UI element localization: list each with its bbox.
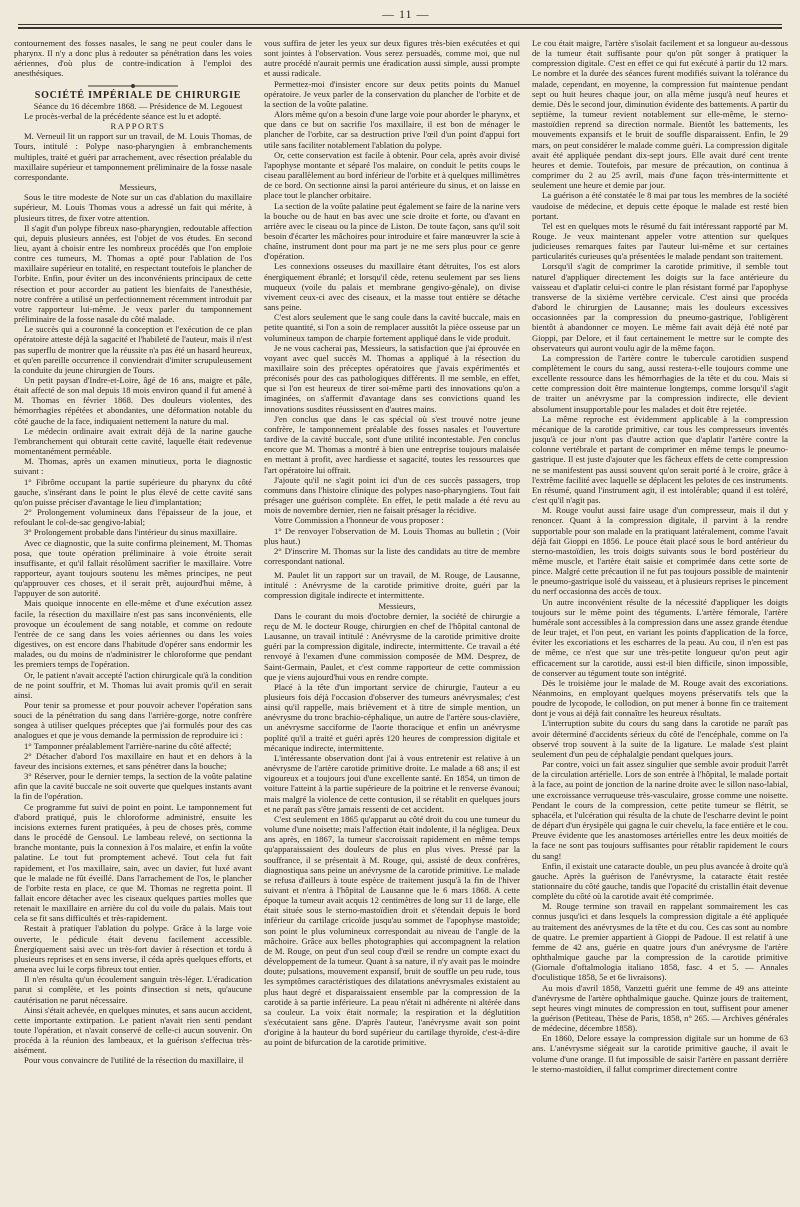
- paragraph: 1° Tamponner préalablement l'arrière-narine du côté affecté;: [24, 740, 232, 751]
- salutation: Messieurs,: [378, 600, 416, 611]
- paragraph: La même reproche est évidemment applicable à la compression mécanique de la carotide primitive, car tous les compresseurs inventés jusqu'à ce jour n'ont pas d'autre action que d'aplatir l'artère contre la colonne vertébrale et partant de comprimer en même temps le pneumo-gastrique. Il est juste d'ajouter que les fâcheux effets de cette compression ne se manifestent pas aussi souvent qu'on serait porté à le croire, grâce à l'extrême facilité avec laquelle se déplacent les pelotes de ces instruments. En résumé, quand l'instrument agit, il est intolérable; quand il est toléré, c'est qu'il n'agit pas.: [532, 413, 788, 506]
- paragraph: La compression de l'artère contre le tubercule carotidien suspend complètement le cours du sang, aussi restera-t-elle toujours comme une excellente ressource dans les hémorrhagies de la tête et du cou. Mais si cette compression doit être maintenue longtemps, comme lorsqu'il s'agit de traiter un anévrysme par la compression indirecte, elle devient absolument insupportable pour les malades et doit être rejetée.: [532, 352, 788, 414]
- paragraph: L'intéressante observation dont j'ai à vous entretenir est relative à un anévrysme de l'artère carotide primitive droite. Le malade a 68 ans; il est vigoureux et a toujours joui d'une excellente santé. En 1854, un timon de voiture l'atteint à la partie supérieure de la poitrine et le renverse évanoui; mais malgré la violence de cette contusion, il se rétablit en quelques jours et ne paraît pas s'être jamais ressenti de cet accident.: [264, 752, 520, 814]
- paragraph: Lorsqu'il s'agit de comprimer la carotide primitive, il semble tout naturel d'appliquer directement les doigts sur la face antérieure du vaisseau et d'aplatir celui-ci contre le plan résistant formé par l'apophyse transverse de la sixième vertèbre cervicale. C'est ainsi que procéda d'abord le chirurgien de Lausanne; mais les douleurs excessives occasionnées par la compression du pneumo-gastrique, l'obligèrent bientôt à abandonner ce moyen. Le même fait avait déjà été noté par Gioppi, par Delore, et il faut certainement le mettre sur le compte des observateurs qui auront voulu agir de la même façon.: [532, 261, 788, 353]
- paragraph: 3° Prolongement probable dans l'intérieur du sinus maxillaire.: [24, 527, 238, 538]
- paragraph: Alors même qu'on a besoin d'une large voie pour aborder le pharynx, et que dans ce but on sacrifie l'os maxillaire, il est bon de ménager le plancher de l'orbite, car sa destruction prive l'œil d'un point d'appui fort utile sans faciliter notablement l'ablation du polype.: [264, 109, 520, 150]
- header-rule-thick: [18, 27, 782, 29]
- column-right: [532, 38, 788, 1198]
- paragraph: Or, le patient n'avait accepté l'action chirurgicale qu'à la condition de ne point souffrir, et M. Thomas lui avait promis qu'il en serait ainsi.: [14, 669, 252, 700]
- paragraph: Un petit paysan d'Indre-et-Loire, âgé de 16 ans, maigre et pâle, était affecté de son mal depuis 18 mois environ quand il fut amené à M. Thomas en février 1868. Des douleurs violentes, des hémorrhagies répétées et abondantes, une déformation notable du côté gauche de la face, indiquaient nettement la nature du mal.: [14, 375, 252, 426]
- paragraph: Restait à pratiquer l'ablation du polype. Grâce à la large voie ouverte, le pédicule était devenu facilement accessible. Énergiquement saisi avec un très-fort davier à résection et tordu à plusieurs reprises et en sens inverse, il céda après quelques efforts, et amena avec lui le corps fibreux tout entier.: [14, 923, 252, 975]
- paragraph: Il s'agit d'un polype fibreux naso-pharyngien, redoutable affection qui, depuis plusieurs années, est l'objet de vos études. En second lieu, ayant à choisir entre les nombreux procédés que l'on emploie contre ces tumeurs, M. Thomas a opté pour l'ablation de l'os maxillaire supérieur en totalité, en respectant toutefois le plancher de l'orbite. Enfin, pour éviter un des inconvénients principaux de cette résection et pour accorder au patient les bienfaits de l'anesthésie, notre confrère a utilisé un perfectionnement récemment introduit par votre rapporteur lui-même. Je veux parler du tamponnement préliminaire de la fosse nasale du côté malade.: [14, 222, 252, 325]
- page-number: — 11 —: [382, 7, 430, 21]
- paragraph: Il n'en résulta qu'un écoulement sanguin très-léger. L'éradication parut si complète, et les points d'insection si nets, qu'aucune cautérisation ne parut nécessaire.: [14, 974, 252, 1005]
- paragraph: C'est alors seulement que le sang coule dans la cavité buccale, mais en petite quantité, si l'on a soin de remplacer aussitôt la pièce osseuse par un volumineux tampon de charpie fortement appliqué dans le vide produit.: [264, 312, 520, 343]
- paragraph: Or, cette conservation est facile à obtenir. Pour cela, après avoir divisé l'apophyse montante et séparé l'os malaire, on conduit le petits coups le ciseau parallèlement au bord inférieur de l'orbite et à quelques millimètres de ce bord. On sectionne ainsi la paroi antérieure du sinus, et on laisse en place tout le plancher orbitaire.: [264, 149, 520, 201]
- column-middle: [264, 38, 520, 1198]
- paragraph: Votre Commission a l'honneur de vous proposer :: [274, 515, 444, 526]
- paragraph: Je ne vous cacherai pas, Messieurs, la satisfaction que j'ai éprouvée en voyant avec quel succès M. Thomas a appliqué à la résection du maxillaire soin des préceptes opératoires que j'avais expérimentés et préconisés pour des cas pathologiques différents. Il me semble, en effet, que si l'on est heureux de tirer soi-même parti des innovations qu'on a imaginées, on s'affermit d'avantage dans ses convictions quand les innovations susdites réussissent en d'autres mains.: [264, 342, 520, 414]
- paragraph: Ce programme fut suivi de point en point. Le tamponnement fut d'abord pratiqué, puis le chloroforme administré, ensuite les incisions externes furent pratiquées, à peu de choses près, comme dans le procédé de Gensoul. Le lambeau relevé, on sectionna la branche montante, puis la connexion à l'os malaire, et enfin la voûte palatine. Le tout fut promptement achevé. Tout cela fut fait rapidement, et l'os maxillaire, sain, avec un davier, fut luxé avant que le malade ne fût éveillé. Dans l'arrachement de l'os, le plancher de l'orbite resta en place, ce que M. Thomas ne regretta point. Il fallait encore détacher avec les ciseaux quelques parties molles que retenait le maxillaire en arrière du col du voile du palais. Mais tout cela se fit sans difficultés et très-rapidement.: [14, 801, 252, 924]
- paragraph: En 1860, Delore essaye la compression digitale sur un homme de 63 ans. L'anévrysme siégeait sur la carotide primitive gauche, il avait le volume d'une orange. Il fut impossible de saisir l'artère en passant derrière le sterno-mastoïdien, il fallut comprimer directement contre: [532, 1033, 788, 1074]
- subheading: RAPPORTS: [110, 121, 166, 132]
- paragraph: Le médecin ordinaire avait extrait déjà de la narine gauche l'embranchement qui obturait cette cavité, laquelle était redevenue momentanément perméable.: [14, 425, 252, 457]
- column-left: [14, 38, 252, 1198]
- paragraph: Les connexions osseuses du maxillaire étant détruites, l'os est alors énergiquement ébranlé; et lorsqu'il cède, retenu seulement par ses liens muqueux (voile du palais et membrane gengivo-génale), on divise vivement ceux-ci avec des ciseaux, et la masse tout entière se détache sans peine.: [264, 261, 520, 313]
- paragraph: Au mois d'avril 1858, Vanzetti guérit une femme de 49 ans atteinte d'anévrysme de l'artère ophthalmique gauche. Quinze jours de traitement, sept heures vingt minutes de compression en tout, suffisent pour amener la guérison (Petiteau, Thèse de Paris, 1858, n° 265. — Archives générales de médecine, décembre 1858).: [532, 982, 788, 1034]
- paragraph: vous suffira de jeter les yeux sur deux figures très-bien exécutées et qui sont jointes à l'observation. Vous serez persuadés, comme moi, que nul autre procédé n'aurait permis une éradication aussi simple, aussi prompte et aussi radicale.: [264, 38, 520, 79]
- paragraph: L'interruption subite du cours du sang dans la carotide ne paraît pas avoir déterminé d'accidents sérieux du côté de l'encéphale, comme on l'a observé trop souvent à la suite de la ligature. Le malade s'est plaint seulement d'un peu de céphalalgie pendant quelques jours.: [532, 718, 788, 759]
- paragraph: Dès le troisième jour le malade de M. Rouge avait des excoriations. Néanmoins, en employant quelques moyens préservatifs tels que la poudre de lycopode, le collodion, on put mener à bonne fin ce traitement dont je vous ai déjà fait connaître les heureux résultats.: [532, 677, 788, 719]
- paragraph: Sous le titre modeste de Note sur un cas d'ablation du maxillaire supérieur, M. Louis Thomas vous a adressé un fait qui mérite, à plusieurs titres, de fixer votre attention.: [14, 192, 252, 223]
- paragraph: La section de la voûte palatine peut également se faire de la narine vers la bouche ou de haut en bas avec une scie droite et forte, ou d'avant en arrière avec le ciseau ou la pince de Liston. De toute façon, sans qu'il soit besoin d'écarter les mâchoires pour introduire et faire manœuvrer la scie à chaîne, instrument dont pour ma part je ne me sers plus pour ce genre d'opération.: [264, 200, 520, 262]
- paragraph: 1° De renvoyer l'observation de M. Louis Thomas au bulletin ; (Voir plus haut.): [264, 525, 520, 546]
- paragraph: M. Thomas, après un examen minutieux, porta le diagnostic suivant :: [14, 456, 252, 477]
- paragraph: La guérison a été constatée le 8 mai par tous les membres de la société vaudoise de médecine, et depuis cette époque le malade est resté bien portant.: [532, 190, 788, 221]
- paragraph: Pour vous convaincre de l'utilité de la résection du maxillaire, il: [24, 1055, 244, 1066]
- session-line: Séance du 16 décembre 1868. — Présidence de M. Legouest: [33, 100, 243, 111]
- paragraph: Permettez-moi d'insister encore sur deux petits points du Manuel opératoire. Je veux parler de la conservation du plancher de l'orbite et de la section de la voûte palatine.: [264, 78, 520, 109]
- paragraph: Le succès qui a couronné la conception et l'exécution de ce plan opératoire atteste déjà la sagacité et l'habileté de l'auteur, mais il n'est pas superflu de montrer que la réussite n'a pas été un hasard heureux, et qu'en pareille occurrence il conviendrait d'imiter scrupuleusement la conduite du jeune chirurgien de Tours.: [14, 324, 252, 375]
- page-header: [0, 4, 800, 30]
- paragraph: M. Rouge termine son travail en rappelant sommairement les cas connus jusqu'ici et dans lesquels la compression digitale a été appliquée au traitement des anévrysmes de la tête et du cou. Ces cas sont au nombre de quatre. Le premier appartient à Gioppi de Padoue. Il est relatif à une femme de 42 ans, guérie en quatre jours d'un anévrysme de l'artère ophthalmique gauche par la compression de la carotide primitive (Giornale d'oftalmologia italiano 1858, fasc. 4 et 5. — Annales d'oculistique 1858, 5e et 6e livraisons).: [532, 901, 788, 983]
- paragraph: C'est seulement en 1865 qu'apparut au côté droit du cou une tumeur du volume d'une noisette; mais l'affection était indolente, il la négligea. Deux ans après, en 1867, la tumeur s'accroissait rapidement en même temps qu'apparaissaient des douleurs de plus en plus vives. Pressé par la souffrance, il se présentait à M. Rouge, qui, assisté de deux confrères, diagnostiqua sans peine un anévrysme de la carotide primitive. Le malade se refusa d'ailleurs à toute espèce de traitement jusqu'à la fin de l'hiver suivant et n'entra à l'hôpital de Lausanne que le 6 mars 1868. A cette époque la tumeur avait acquis 12 centimètres de long sur 11 de large, elle était située sous le sterno-mastoïdien droit et s'étendait depuis le bord inférieur du cartilage cricoïde jusqu'au sommet de l'apophyse mastoïde; son point le plus volumineux correspondait au niveau de l'angle de la mâchoire. Grâce aux belles photographies qui accompagnent la relation de M. Rouge, on peut d'un seul coup d'œil se rendre un compte exact du développement de la tumeur. Quant à sa nature, il n'y avait pas le moindre doute; pulsations, mouvement expansif, bruit de souffle un peu rude, tous les symptômes caractéristiques des dilatations anévrysmales existaient au plus haut degré et disparaissaient ensemble par la compression de la carotide à sa partie inférieure. La peau n'était ni adhérente ni altérée dans sa couleur. La voix était normale; la respiration et la déglutition s'exécutaient sans gêne. D'après l'auteur, l'anévrysme avait son point d'origine à la hauteur du bord supérieur du cartilage thyroïde, c'est-à-dire au point de bifurcation de la carotide primitive.: [264, 813, 520, 1048]
- paragraph: Le cou était maigre, l'artère s'isolait facilement et sa longueur au-dessous de la tumeur était suffisante pour qu'on pût songer à pratiquer la compression digitale. C'est en effet ce qui fut exécuté à partir du 12 mars. Le nombre et la durée des séances furent modifiés suivant la tolérance du malade, cependant, en moyenne, la compression fut maintenue pendant sept ou huit heures chaque jour, on alla même jusqu'à neuf heures et demie. Dès le second jour, diminution évidente des battements. A partir du septième, la tumeur revient notablement sur elle-même, le sterno-mastoïdien reprend sa direction normale. Bientôt les battements, les mouvements expansifs et le bruit de souffle disparaissent. Enfin, le 29 mars, on peut considérer le malade comme guéri. La compression digitale avait été appliquée pendant dix-sept jours. Elle avait duré cent trente heures et demie. Toutefois, par mesure de précaution, on continua à comprimer du 2 au 25 avril, mais d'une façon très-intermittente et seulement une heure et demie par jour.: [532, 38, 788, 191]
- section-heading: SOCIÉTÉ IMPÉRIALE DE CHIRURGIE: [34, 89, 242, 101]
- paragraph: M. Paulet lit un rapport sur un travail, de M. Rouge, de Lausanne, intitulé : Anévrysme de la carotide primitive droite, guéri par la compression digitale indirecte et intermittente.: [264, 570, 520, 601]
- paragraph: 2° Détacher d'abord l'os maxillaire en haut et en dehors à la faveur des incisions externes, et sans pénétrer dans la bouche;: [14, 750, 252, 771]
- paragraph: J'en conclus que dans le cas spécial où s'est trouvé notre jeune confrère, le tamponnement préalable des fosses nasales et l'ouverture tardive de la cavité buccale, sont d'une utilité incontestable. J'en conclus encore que M. Thomas a montré à bien une entreprise toujours malaisée en mettant à profit, avec hardiesse et sagacité, toutes les ressources que l'art opératoire lui offrait.: [264, 413, 520, 475]
- paragraph: Mais quoique innocente en elle-même et d'une exécution assez facile, la résection du maxillaire n'est pas sans inconvénients, elle provoque un écoulement de sang notable, et comme on redoute l'entrée de ce sang dans les voies aériennes ou dans les voies digestives, on est encore dans l'habitude d'opérer sans endormir les malades, ou du moins de n'administrer le chloroforme que pendant les premiers temps de l'opération.: [14, 598, 252, 670]
- paragraph: M. Verneuil lit un rapport sur un travail, de M. Louis Thomas, de Tours, intitulé : Polype naso-pharyngien à embranchements multiples, traité et guéri par arrachement, avec résection préalable du maxillaire supérieur et tamponnement préliminaire de la fosse nasale correspondante.: [14, 131, 252, 182]
- paragraph: contournement des fosses nasales, le sang ne peut couler dans le pharynx. Il n'y a donc plus à redouter sa pénétration dans les voies aériennes, d'où plus de contre-indication à l'emploi des anesthésiques.: [14, 38, 252, 79]
- paragraph: Le procès-verbal de la précédente séance est lu et adopté.: [24, 110, 222, 121]
- ornament-divider-icon: [88, 83, 178, 89]
- paragraph: 1° Fibrôme occupant la partie supérieure du pharynx du côté gauche, s'insérant dans le point le plus élevé de cette cavité sans qu'on puisse préciser d'avantage le lieu d'implantation;: [14, 476, 252, 507]
- paragraph: Enfin, il existait une cataracte double, un peu plus avancée à droite qu'à gauche. Après la guérison de l'anévrysme, la cataracte était restée stationnaire du côté gauche, tandis que l'opacité du cristallin était devenue complète du côté où la carotide avait été comprimée.: [532, 860, 788, 902]
- paragraph: Tel est en quelques mots le résumé du fait intéressant rapporté par M. Rouge. Je veux maintenant appeler votre attention sur quelques judicieuses remarques faites par l'auteur lui-même et sur certaines particularités curieuses qu'a présentées le malade pendant son traitement.: [532, 220, 788, 262]
- salutation: Messieurs,: [119, 182, 157, 193]
- paragraph: Un autre inconvénient résulte de la nécessité d'appliquer les doigts toujours sur le même point des téguments. L'artère fémorale, l'artère humérale sont accessibles à la compression dans une assez grande étendue de leur trajet, et l'on peut, en variant les points d'application de la force, éviter les excoriations et les escharres de la peau. Au cou, il n'en est pas de même, ce n'est que sur une très-petite longueur qu'on peut agir efficacement sur la carotide, aussi est-il bien difficile, sinon impossible, de conserver au tégument toute son intégrité.: [532, 596, 788, 678]
- paragraph: Par contre, voici un fait assez singulier que semble avoir produit l'arrêt de la circulation artérielle. Lors de son entrée à l'hôpital, le malade portait à la face, au point de jonction de la narine droite avec le sillon naso-labial, une excroissance verruqueuse très-vasculaire, grosse comme une noisette. Pendant le cours de la compression, cette petite tumeur se flétrit, se sphacéla, et l'ulcération qui résulta de la chute de l'escharre devint le point de départ d'un érysipèle qui gagna le cuir chevelu, la face entière et le cou. Preuve évidente que les anastomoses artérielles entre les deux moitiés de la face ne sont pas toujours suffisantes pour rétablir rapidement le cours du sang!: [532, 759, 788, 861]
- paragraph: Ainsi s'était achevée, en quelques minutes, et sans aucun accident, cette importante extirpation. Le patient n'avait rien senti pendant toute l'opération, et n'avait conservé de celle-ci aucun souvenir. On procéda à la réunion des lambeaux, et la guérison s'effectua très-aisément.: [14, 1004, 252, 1056]
- paragraph: J'ajoute qu'il ne s'agit point ici d'un de ces succès passagers, trop communs dans l'histoire clinique des polypes naso-pharyngiens. Tout fait présager une guérison complète. En effet, le petit malade a été revu au mois de novembre dernier, rien ne faisait présager la récidive.: [264, 474, 520, 516]
- paragraph: 3° Réserver, pour le dernier temps, la section de la voûte palatine afin que la cavité buccale ne soit ouverte que quelques instants avant la fin de l'opération.: [14, 771, 252, 802]
- paragraph: Pour tenir sa promesse et pour pouvoir achever l'opération sans souci de la pénétration du sang dans l'arrière-gorge, notre confrère songea à utiliser quelques préceptes que j'ai formulés pour des cas analogues et que je vous demande la permission de reproduire ici :: [14, 700, 252, 741]
- paragraph: 2° D'inscrire M. Thomas sur la liste des candidats au titre de membre correspondant national.: [264, 545, 520, 566]
- paragraph: Dans le courant du mois d'octobre dernier, la société de chirurgie a reçu de M. le docteur Rouge, chirurgien en chef de l'hôpital cantonal de Lausanne, un travail intitulé : Anévrysme de la carotide primitive droite guéri par la compression digitale, indirecte, intermittente. Ce travail a été renvoyé à l'examen d'une commission composée de MM. Desprez, de Saint-Germain, Paulet, et c'est comme rapporteur de cette commission que je viens aujourd'hui vous en rendre compte.: [264, 610, 520, 682]
- paragraph: M. Rouge voulut aussi faire usage d'un compresseur, mais il dut y renoncer. Quant à la compression digitale, il parvint à la rendre supportable pour son malade en la pratiquant latéralement, comme l'avait déjà fait Gioppi en 1856. Le pouce était placé sous le bord antérieur du sterno-mastoïdien, les trois doigts suivants sous le bord postérieur du même muscle, et l'artère était saisie et comprimée dans cette sorte de pince. Malgré cette précaution il ne fut pas toujours possible de maintenir le pneumo-gastrique isolé du vaisseau, et à plusieurs reprises le pincement du nerf occasionna des accès de toux.: [532, 505, 788, 597]
- paragraph: Placé à la tête d'un important service de chirurgie, l'auteur a eu plusieurs fois déjà l'occasion d'observer des tumeurs anévrysmales; c'est ainsi qu'il rappelle, mais brièvement et à titre de simple mention, un anévrysme du tronc brachio-céphalique, un autre de l'artère sous-clavière, un anévrysme sacciforme de l'aorte thoracique et enfin un anévrysme poplité qu'il a traité et guéri après 120 heures de compression digitale et mécanique indirecte, intermittente.: [264, 681, 520, 753]
- header-rule: [18, 24, 782, 25]
- paragraph: 2° Prolongement volumineux dans l'épaisseur de la joue, et refoulant le col-de-sac gengivo-labial;: [14, 507, 252, 528]
- paragraph: Avec ce diagnostic, que la suite confirma pleinement, M. Thomas posa, que toute opération préliminaire à voie étroite serait insuffisante, et qu'il fallait résolûment sacrifier le maxillaire. Votre rapporteur, ayant toujours soutenu les mêmes principes, ne peut qu'approuver ces choses, et il serait prêt, aujourd'hui même, à l'appuyer de son autorité.: [14, 537, 252, 599]
